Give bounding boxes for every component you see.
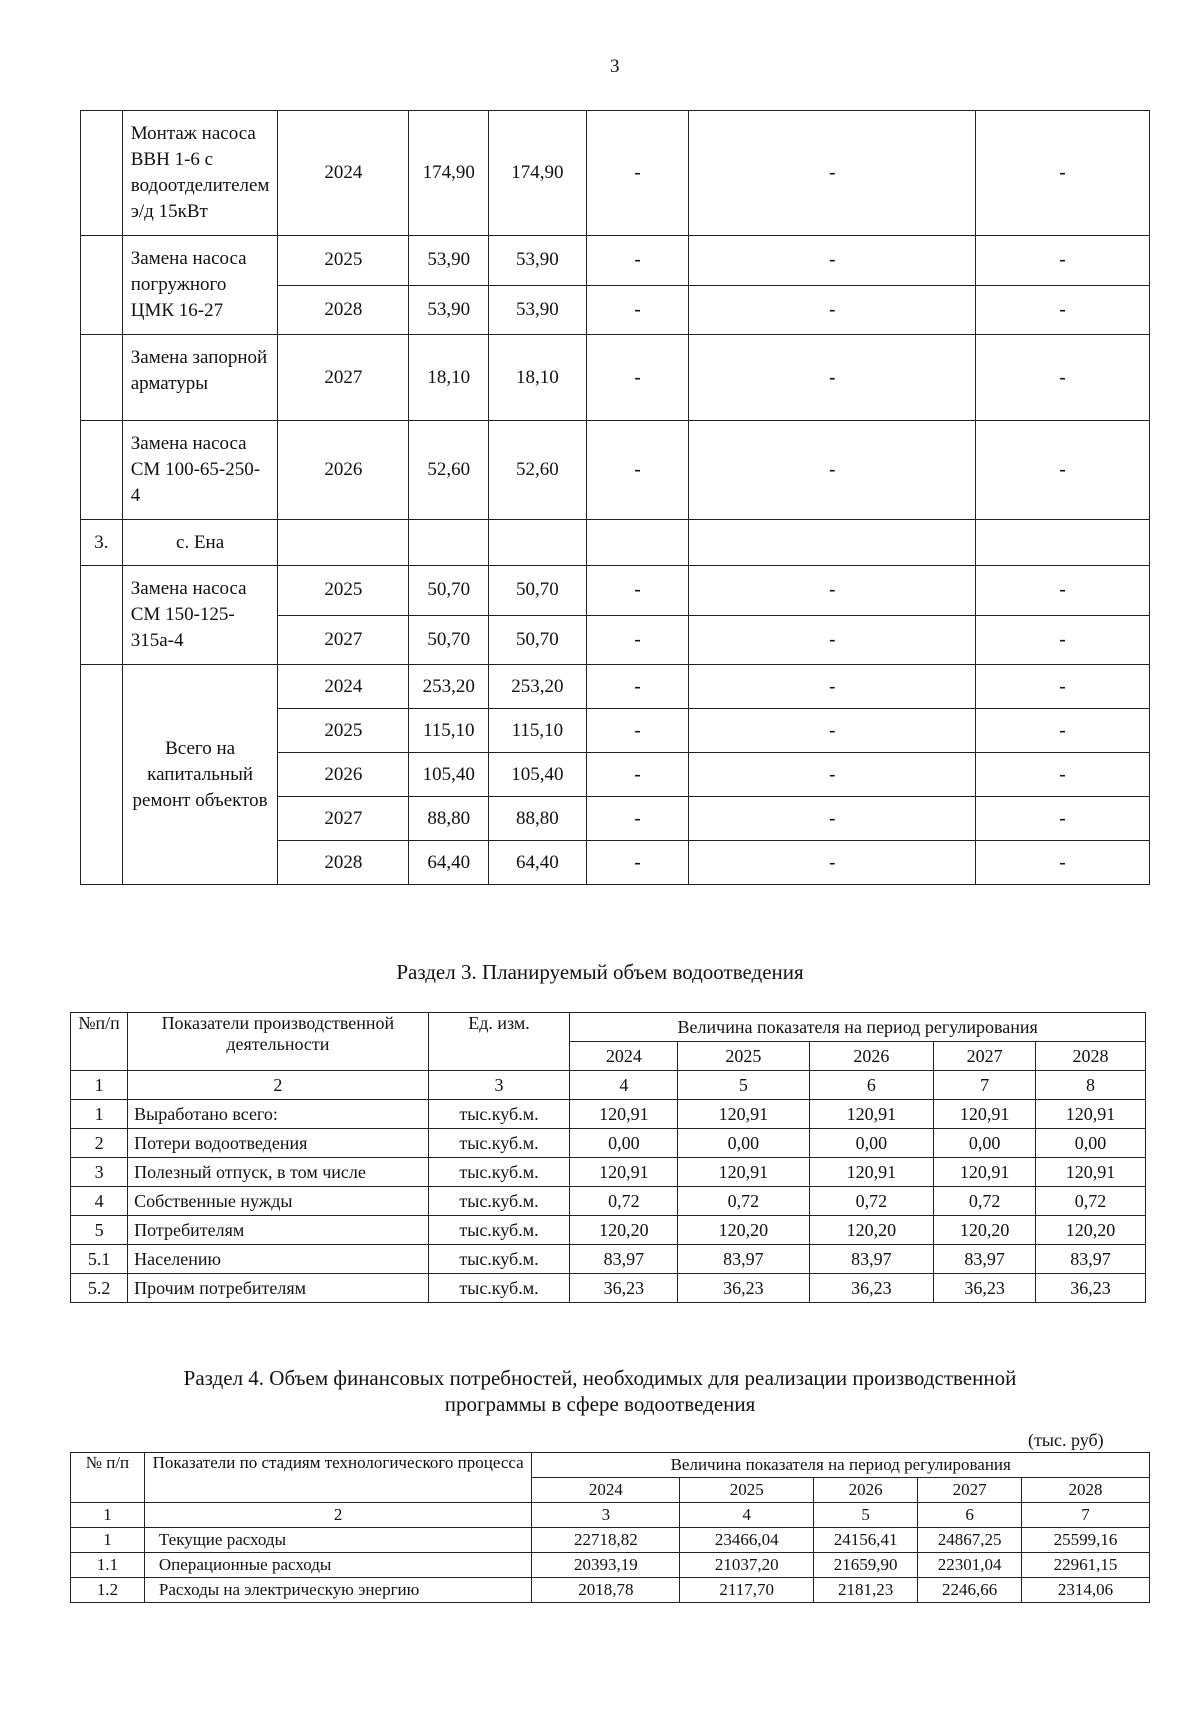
value-cell: 120,91 xyxy=(1035,1100,1145,1129)
row-number: 5.2 xyxy=(71,1274,128,1303)
table-row xyxy=(81,111,1150,236)
unit: тыс.куб.м. xyxy=(428,1100,570,1129)
table-row xyxy=(81,421,1150,520)
value-cell: 23466,04 xyxy=(680,1528,814,1553)
cell-v2: 253,20 xyxy=(489,665,587,709)
unit: тыс.куб.м. xyxy=(428,1187,570,1216)
cell-year: 2027 xyxy=(278,335,409,421)
cell-c4: - xyxy=(586,709,689,753)
cell-c5: - xyxy=(689,111,976,236)
value-cell: 25599,16 xyxy=(1022,1528,1150,1553)
column-number: 1 xyxy=(71,1071,128,1100)
value-cell: 83,97 xyxy=(678,1245,809,1274)
row-number xyxy=(81,111,123,236)
value-cell: 120,91 xyxy=(809,1158,934,1187)
cell-v2: 53,90 xyxy=(489,236,587,286)
cell-year: 2024 xyxy=(278,111,409,236)
header-value: Величина показателя на период регулирования xyxy=(532,1453,1150,1478)
column-number: 1 xyxy=(71,1503,145,1528)
indicator-name: Населению xyxy=(128,1245,428,1274)
value-cell: 21037,20 xyxy=(680,1553,814,1578)
capital-repair-table xyxy=(80,110,1150,885)
cell-year: 2028 xyxy=(278,285,409,335)
cell-v1: 88,80 xyxy=(409,797,489,841)
cell-v2: 53,90 xyxy=(489,285,587,335)
table-row xyxy=(71,1553,1150,1578)
value-cell: 0,00 xyxy=(934,1129,1036,1158)
table-row xyxy=(71,1100,1146,1129)
table-row xyxy=(71,1245,1146,1274)
year-header: 2026 xyxy=(814,1478,918,1503)
column-number: 8 xyxy=(1035,1071,1145,1100)
cell-v1: 50,70 xyxy=(409,566,489,616)
cell-c6: - xyxy=(975,797,1149,841)
cell-v1: 115,10 xyxy=(409,709,489,753)
row-number: 5 xyxy=(71,1216,128,1245)
table-row xyxy=(71,1187,1146,1216)
column-number: 4 xyxy=(680,1503,814,1528)
value-cell: 120,20 xyxy=(809,1216,934,1245)
cell-c5: - xyxy=(689,285,976,335)
unit: тыс.куб.м. xyxy=(428,1274,570,1303)
column-number: 2 xyxy=(144,1503,532,1528)
cell-c4: - xyxy=(586,335,689,421)
cell-year: 2026 xyxy=(278,753,409,797)
table-row xyxy=(71,1274,1146,1303)
column-number: 6 xyxy=(918,1503,1022,1528)
cell-c4: - xyxy=(586,753,689,797)
object-name: Замена насоса СМ 100-65-250-4 xyxy=(122,421,278,520)
value-cell: 0,72 xyxy=(809,1187,934,1216)
object-name: Всего на капитальный ремонт объектов xyxy=(122,665,278,885)
header-value: Величина показателя на период регулирования xyxy=(570,1013,1146,1042)
cell-v1: 105,40 xyxy=(409,753,489,797)
table-row xyxy=(71,1216,1146,1245)
cell-v2: 50,70 xyxy=(489,615,587,665)
year-header: 2025 xyxy=(678,1042,809,1071)
cell-v2: 105,40 xyxy=(489,753,587,797)
header-indicator: Показатели производственной деятельности xyxy=(128,1013,428,1071)
cell-v1: 64,40 xyxy=(409,841,489,885)
year-header: 2025 xyxy=(680,1478,814,1503)
indicator-name: Расходы на электрическую энергию xyxy=(144,1578,532,1603)
section4-title-line1: Раздел 4. Объем финансовых потребностей, необходимых для реализации производственной xyxy=(183,1366,1017,1390)
indicator-name: Собственные нужды xyxy=(128,1187,428,1216)
object-name: Замена запорной арматуры xyxy=(122,335,278,421)
row-number xyxy=(81,236,123,335)
value-cell: 83,97 xyxy=(1035,1245,1145,1274)
unit: тыс.куб.м. xyxy=(428,1245,570,1274)
table-row xyxy=(71,1528,1150,1553)
cell-v2: 115,10 xyxy=(489,709,587,753)
value-cell: 120,91 xyxy=(570,1100,678,1129)
value-cell: 120,91 xyxy=(678,1100,809,1129)
cell-year: 2027 xyxy=(278,615,409,665)
cell-c5: - xyxy=(689,421,976,520)
cell-c5: - xyxy=(689,566,976,616)
cell-c4: - xyxy=(586,665,689,709)
cell-c6: - xyxy=(975,111,1149,236)
row-number: 2 xyxy=(71,1129,128,1158)
value-cell: 24867,25 xyxy=(918,1528,1022,1553)
value-cell: 36,23 xyxy=(934,1274,1036,1303)
header-no: №п/п xyxy=(71,1013,128,1071)
cell-year: 2027 xyxy=(278,797,409,841)
value-cell: 0,00 xyxy=(1035,1129,1145,1158)
cell-v1: 18,10 xyxy=(409,335,489,421)
value-cell: 120,91 xyxy=(809,1100,934,1129)
table-row xyxy=(81,335,1150,421)
column-number: 5 xyxy=(678,1071,809,1100)
cell-v2: 18,10 xyxy=(489,335,587,421)
cell-c6: - xyxy=(975,665,1149,709)
value-cell: 0,00 xyxy=(678,1129,809,1158)
table-row xyxy=(81,665,1150,709)
disposal-volume-table xyxy=(70,1012,1146,1303)
cell-c5: - xyxy=(689,236,976,286)
cell-v1: 253,20 xyxy=(409,665,489,709)
row-number: 1.2 xyxy=(71,1578,145,1603)
indicator-name: Потребителям xyxy=(128,1216,428,1245)
cell-c5: - xyxy=(689,753,976,797)
section4-title-line2: программы в сфере водоотведения xyxy=(444,1392,756,1416)
cell-c5: - xyxy=(689,709,976,753)
value-cell: 22718,82 xyxy=(532,1528,680,1553)
value-cell: 83,97 xyxy=(809,1245,934,1274)
cell-v1: 50,70 xyxy=(409,615,489,665)
page-number: 3 xyxy=(610,56,620,77)
value-cell: 36,23 xyxy=(1035,1274,1145,1303)
cell-year: 2026 xyxy=(278,421,409,520)
cell-c4: - xyxy=(586,111,689,236)
cell-c4: - xyxy=(586,421,689,520)
cell-v2: 174,90 xyxy=(489,111,587,236)
row-number xyxy=(81,665,123,885)
cell-c4: - xyxy=(586,285,689,335)
table-row xyxy=(71,1158,1146,1187)
cell-c6: - xyxy=(975,566,1149,616)
cell-year: 2025 xyxy=(278,236,409,286)
row-number: 4 xyxy=(71,1187,128,1216)
table-row xyxy=(81,520,1150,566)
column-number: 6 xyxy=(809,1071,934,1100)
unit-note: (тыс. руб) xyxy=(1028,1430,1104,1450)
cell-c4: - xyxy=(586,797,689,841)
cell-c5: - xyxy=(689,615,976,665)
cell-c4: - xyxy=(586,615,689,665)
cell-c5 xyxy=(689,520,976,566)
column-number: 7 xyxy=(1022,1503,1150,1528)
cell-v2: 88,80 xyxy=(489,797,587,841)
value-cell: 2246,66 xyxy=(918,1578,1022,1603)
value-cell: 2314,06 xyxy=(1022,1578,1150,1603)
header-indicator: Показатели по стадиям технологического процесса xyxy=(144,1453,532,1503)
value-cell: 120,20 xyxy=(678,1216,809,1245)
indicator-name: Операционные расходы xyxy=(144,1553,532,1578)
value-cell: 120,91 xyxy=(934,1158,1036,1187)
indicator-name: Выработано всего: xyxy=(128,1100,428,1129)
cell-c6: - xyxy=(975,753,1149,797)
cell-v2 xyxy=(489,520,587,566)
column-number: 4 xyxy=(570,1071,678,1100)
value-cell: 0,72 xyxy=(934,1187,1036,1216)
unit: тыс.куб.м. xyxy=(428,1129,570,1158)
year-header: 2024 xyxy=(570,1042,678,1071)
cell-v2: 52,60 xyxy=(489,421,587,520)
table-row xyxy=(81,566,1150,616)
cell-v1: 174,90 xyxy=(409,111,489,236)
row-number xyxy=(81,421,123,520)
value-cell: 36,23 xyxy=(809,1274,934,1303)
unit: тыс.куб.м. xyxy=(428,1158,570,1187)
object-name: Монтаж насоса ВВН 1-6 с водоотделителем э/д 15кВт xyxy=(122,111,278,236)
cell-c4: - xyxy=(586,566,689,616)
cell-c6: - xyxy=(975,236,1149,286)
row-number: 3 xyxy=(71,1158,128,1187)
cell-c4: - xyxy=(586,841,689,885)
column-number: 5 xyxy=(814,1503,918,1528)
row-number: 1 xyxy=(71,1528,145,1553)
cell-c4: - xyxy=(586,236,689,286)
value-cell: 120,91 xyxy=(678,1158,809,1187)
cell-c5: - xyxy=(689,841,976,885)
cell-v1: 53,90 xyxy=(409,285,489,335)
value-cell: 0,72 xyxy=(1035,1187,1145,1216)
year-header: 2028 xyxy=(1022,1478,1150,1503)
row-number: 3. xyxy=(81,520,123,566)
column-number: 3 xyxy=(532,1503,680,1528)
object-name: Замена насоса СМ 150-125-315а-4 xyxy=(122,566,278,665)
year-header: 2024 xyxy=(532,1478,680,1503)
value-cell: 0,72 xyxy=(570,1187,678,1216)
cell-year: 2025 xyxy=(278,566,409,616)
table-row xyxy=(71,1129,1146,1158)
cell-v1 xyxy=(409,520,489,566)
value-cell: 36,23 xyxy=(678,1274,809,1303)
value-cell: 36,23 xyxy=(570,1274,678,1303)
cell-v2: 64,40 xyxy=(489,841,587,885)
value-cell: 21659,90 xyxy=(814,1553,918,1578)
value-cell: 20393,19 xyxy=(532,1553,680,1578)
column-number: 2 xyxy=(128,1071,428,1100)
section3-title: Раздел 3. Планируемый объем водоотведения xyxy=(396,960,804,984)
year-header: 2026 xyxy=(809,1042,934,1071)
header-unit: Ед. изм. xyxy=(428,1013,570,1071)
cell-c4 xyxy=(586,520,689,566)
year-header: 2027 xyxy=(918,1478,1022,1503)
cell-v1: 52,60 xyxy=(409,421,489,520)
value-cell: 22961,15 xyxy=(1022,1553,1150,1578)
value-cell: 2117,70 xyxy=(680,1578,814,1603)
object-name: с. Ена xyxy=(122,520,278,566)
value-cell: 120,20 xyxy=(934,1216,1036,1245)
cell-c6: - xyxy=(975,615,1149,665)
value-cell: 120,20 xyxy=(1035,1216,1145,1245)
cell-c6: - xyxy=(975,335,1149,421)
indicator-name: Текущие расходы xyxy=(144,1528,532,1553)
value-cell: 120,91 xyxy=(1035,1158,1145,1187)
table-row xyxy=(71,1578,1150,1603)
cell-year: 2025 xyxy=(278,709,409,753)
cell-c5: - xyxy=(689,797,976,841)
value-cell: 2181,23 xyxy=(814,1578,918,1603)
cell-c6: - xyxy=(975,709,1149,753)
column-number: 7 xyxy=(934,1071,1036,1100)
value-cell: 2018,78 xyxy=(532,1578,680,1603)
table-row xyxy=(81,236,1150,286)
cell-year: 2024 xyxy=(278,665,409,709)
cell-c6 xyxy=(975,520,1149,566)
value-cell: 83,97 xyxy=(934,1245,1036,1274)
value-cell: 120,91 xyxy=(570,1158,678,1187)
indicator-name: Прочим потребителям xyxy=(128,1274,428,1303)
unit: тыс.куб.м. xyxy=(428,1216,570,1245)
cell-c6: - xyxy=(975,285,1149,335)
value-cell: 24156,41 xyxy=(814,1528,918,1553)
column-number: 3 xyxy=(428,1071,570,1100)
value-cell: 120,91 xyxy=(934,1100,1036,1129)
object-name: Замена насоса погружного ЦМК 16-27 xyxy=(122,236,278,335)
header-no: № п/п xyxy=(71,1453,145,1503)
year-header: 2028 xyxy=(1035,1042,1145,1071)
row-number xyxy=(81,335,123,421)
value-cell: 120,20 xyxy=(570,1216,678,1245)
year-header: 2027 xyxy=(934,1042,1036,1071)
cell-year: 2028 xyxy=(278,841,409,885)
cell-c6: - xyxy=(975,421,1149,520)
value-cell: 0,00 xyxy=(809,1129,934,1158)
row-number: 1.1 xyxy=(71,1553,145,1578)
cell-v1: 53,90 xyxy=(409,236,489,286)
row-number xyxy=(81,566,123,665)
financial-needs-table xyxy=(70,1452,1150,1603)
cell-c5: - xyxy=(689,665,976,709)
cell-c6: - xyxy=(975,841,1149,885)
indicator-name: Потери водоотведения xyxy=(128,1129,428,1158)
value-cell: 0,00 xyxy=(570,1129,678,1158)
cell-c5: - xyxy=(689,335,976,421)
cell-year xyxy=(278,520,409,566)
row-number: 5.1 xyxy=(71,1245,128,1274)
value-cell: 22301,04 xyxy=(918,1553,1022,1578)
cell-v2: 50,70 xyxy=(489,566,587,616)
value-cell: 0,72 xyxy=(678,1187,809,1216)
indicator-name: Полезный отпуск, в том числе xyxy=(128,1158,428,1187)
row-number: 1 xyxy=(71,1100,128,1129)
value-cell: 83,97 xyxy=(570,1245,678,1274)
